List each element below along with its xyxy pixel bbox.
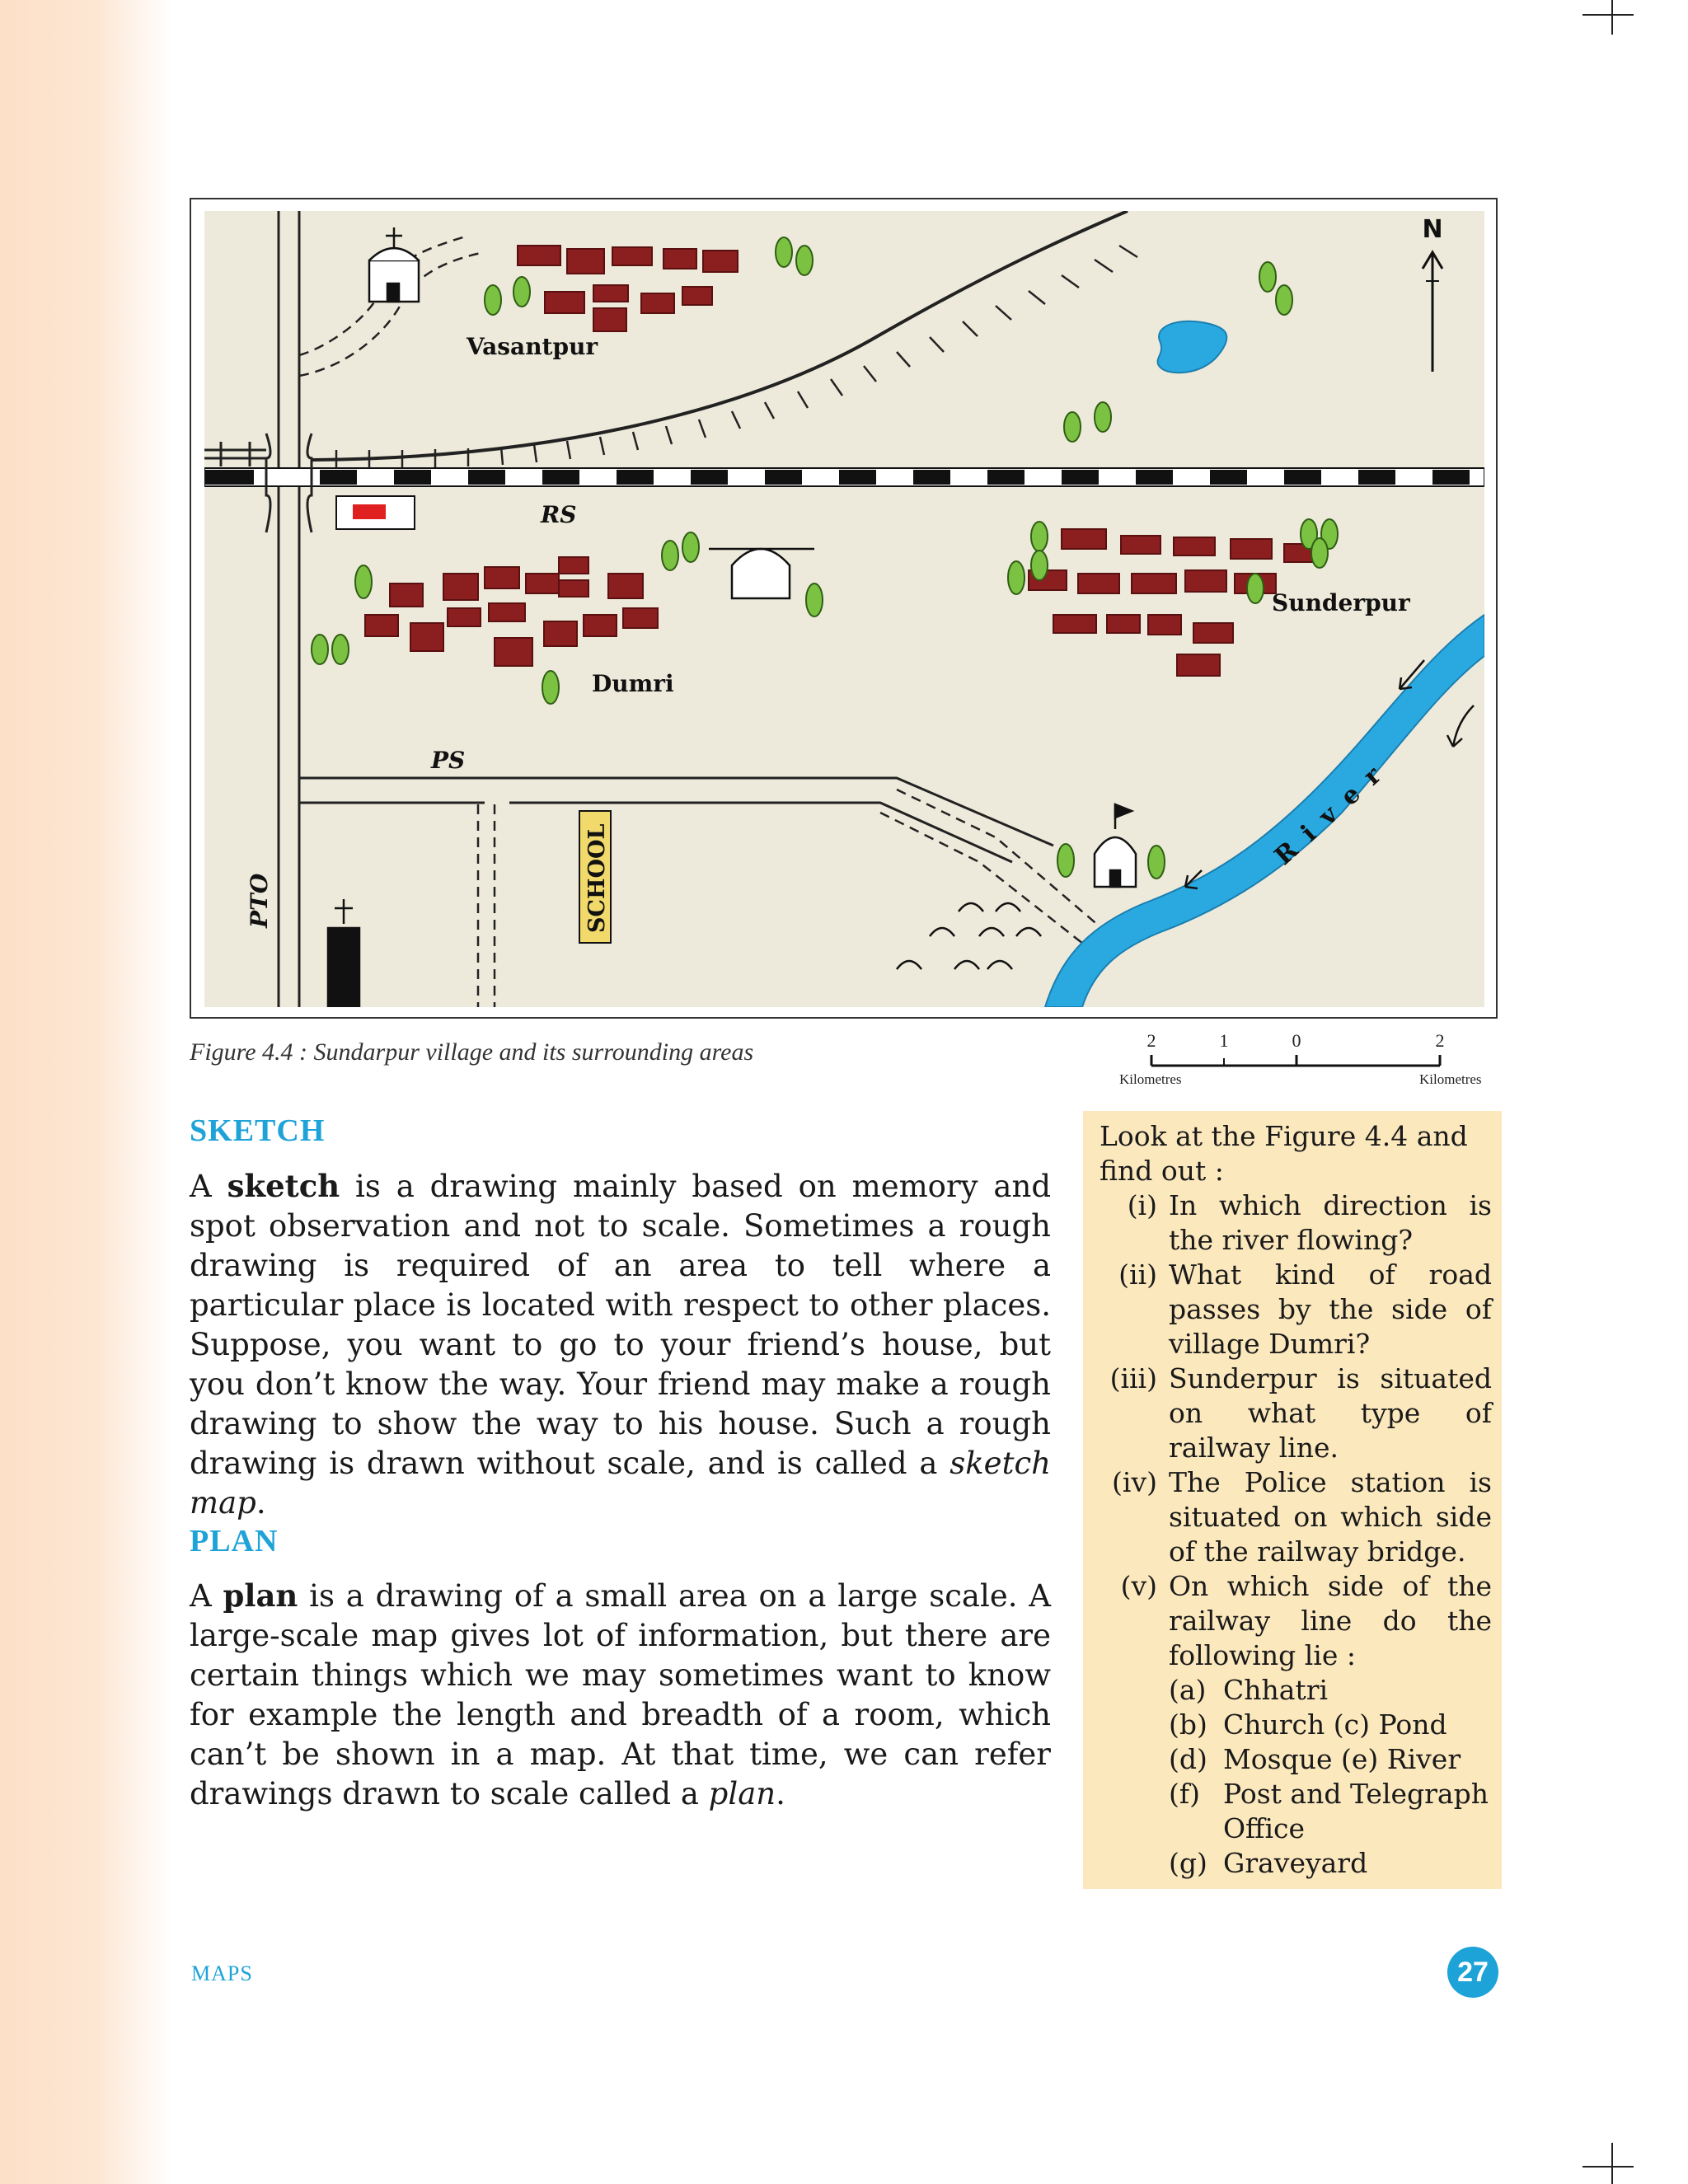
sketch-paragraph: A sketch is a drawing mainly based on memory and spot observation and not to scale. Sometimes a rough drawing is required of an area to tell where a particular place is located with respect to other places. Suppose, you want to go to your friend’s house, but you don’t know the way. Your friend may make a rough drawing to show the way to his house. Such a rough drawing is drawn without scale, and is called a sketch map. bbox=[190, 1168, 1052, 1521]
crop-mark-top-h bbox=[1582, 14, 1634, 16]
plan-term-italic: plan bbox=[708, 1776, 776, 1811]
scale-bar bbox=[1113, 1030, 1508, 1088]
chapter-footer-label: MAPS bbox=[191, 1961, 253, 1985]
sketch-map-term: sketch map bbox=[190, 1446, 1051, 1521]
sub-question-item: (d) Mosque (e) River bbox=[1169, 1743, 1461, 1775]
svg-text:N: N bbox=[1422, 215, 1443, 244]
scale-unit-left: Kilometres bbox=[1119, 1071, 1182, 1087]
scale-tick-label: 2 bbox=[1435, 1030, 1445, 1051]
label-ps: PS bbox=[431, 747, 466, 774]
sub-question-item: (b) Church (c) Pond bbox=[1169, 1708, 1447, 1741]
plan-paragraph: A plan is a drawing of a small area on a large scale. A large-scale map gives lot of information, but there are certain things which we may sometimes want to know for example the length and breadth of a room, which can’t be shown in a map. At that time, we can refer drawings drawn to scale called a plan. bbox=[190, 1577, 1051, 1811]
plan-term: plan bbox=[223, 1577, 298, 1614]
label-pto: PTO bbox=[246, 873, 273, 928]
label-dumri: Dumri bbox=[592, 670, 674, 697]
page-number-badge: 27 bbox=[1447, 1947, 1498, 1998]
railway-station bbox=[336, 496, 415, 529]
svg-text:SCHOOL: SCHOOL bbox=[584, 823, 610, 933]
label-rs: RS bbox=[541, 501, 577, 528]
scale-tick-label: 1 bbox=[1219, 1030, 1229, 1051]
page-margin-band bbox=[0, 0, 173, 2184]
question-box bbox=[1083, 1111, 1502, 1889]
sub-question-item: (g) Graveyard bbox=[1169, 1847, 1368, 1879]
question-item: (iii) Sunderpur is situated on what type of railway line. bbox=[1109, 1362, 1492, 1464]
crop-mark-bottom-v bbox=[1611, 2143, 1613, 2184]
sketch-term: sketch bbox=[227, 1168, 340, 1204]
railway-line bbox=[204, 468, 1484, 486]
question-item: (v) On which side of the railway line do the following lie : bbox=[1120, 1570, 1492, 1671]
sketch-map bbox=[204, 211, 1484, 1007]
question-intro: Look at the Figure 4.4 and find out : bbox=[1100, 1120, 1468, 1187]
figure-caption: Figure 4.4 : Sundarpur village and its surrounding areas bbox=[190, 1038, 754, 1066]
scale-tick-label: 0 bbox=[1292, 1030, 1301, 1051]
map-figure bbox=[190, 198, 1498, 1019]
scale-tick-label: 2 bbox=[1146, 1030, 1156, 1051]
sketch-heading: SKETCH bbox=[190, 1113, 326, 1148]
crop-mark-top-v bbox=[1611, 0, 1613, 35]
sub-question-item: (a) Chhatri bbox=[1169, 1674, 1329, 1706]
school-building bbox=[579, 811, 611, 943]
sub-question-item: (f) Post and Telegraph Office bbox=[1169, 1778, 1489, 1844]
label-sunderpur: Sunderpur bbox=[1272, 589, 1410, 616]
crop-mark-bottom-h bbox=[1582, 2166, 1634, 2168]
question-item: (ii) What kind of road passes by the side of village Dumri? bbox=[1118, 1258, 1492, 1360]
scale-unit-right: Kilometres bbox=[1419, 1071, 1482, 1087]
question-item: (iv) The Police station is situated on which side of the railway bridge. bbox=[1112, 1466, 1492, 1568]
plan-heading: PLAN bbox=[190, 1524, 279, 1558]
question-item: (i) In which direction is the river flowing? bbox=[1127, 1189, 1492, 1256]
river-label: River bbox=[1268, 751, 1399, 871]
label-vasantpur: Vasantpur bbox=[467, 333, 598, 360]
